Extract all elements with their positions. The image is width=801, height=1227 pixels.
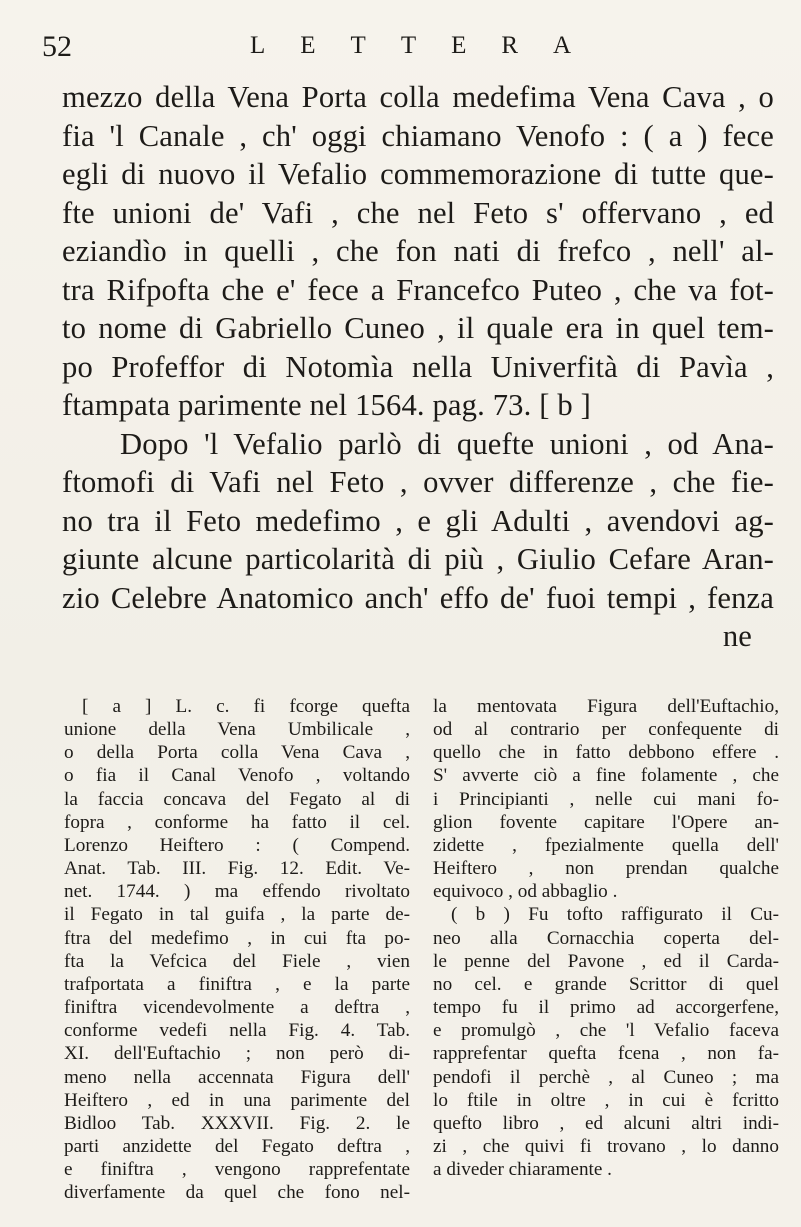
footnote-line: zidette , fpezialmente quella dell' [433,834,779,856]
footnote-line: no cel. e grande Scrittor di quel [433,973,779,995]
footnote-line: quefto libro , ed alcuni altri indi- [433,1112,779,1134]
main-text-line: fte unioni de' Vafi , che nel Feto s' offervano , ed [62,195,774,230]
main-text-line: eziandìo in quelli , che fon nati di frefco , nell' al- [62,234,774,268]
main-text-line: egli di nuovo il Vefalio commemorazione di tutte que- [62,157,774,191]
footnote-line: o fia il Canal Venofo , voltando [64,765,410,787]
footnote-line: Lorenzo Heiftero : ( Compend. [64,834,410,856]
footnote-line: S' avverte ciò a fine folamente , che [433,765,779,787]
footnote-line: tempo fu il primo ad accorgerfene, [433,997,779,1019]
main-text-line: Dopo 'l Vefalio parlò di quefte unioni , od Ana- [120,426,774,461]
main-text-line: no tra il Feto medefimo , e gli Adulti , avendovi ag- [62,503,774,538]
footnote-line: Heiftero , ed in una parimente del [64,1089,410,1111]
footnote-line: [ a ] L. c. fi fcorge quefta [82,696,410,717]
footnote-line: il Fegato in tal guifa , la parte de- [64,904,410,926]
footnote-line: pendofi il perchè , al Cuneo ; ma [433,1066,779,1088]
footnote-line: conforme vedefi nella Fig. 4. Tab. [64,1020,410,1042]
footnote-line: zi , che quivi fi trovano , lo danno [433,1135,779,1157]
footnote-line: e finiftra , vengono rapprefentate [64,1159,410,1181]
main-text-line: po Profeffor di Notomìa nella Univerfità di Pavìa , [62,349,774,384]
footnote-line: trafportata a finiftra , e la parte [64,973,410,995]
footnote-line: fopra , conforme ha fatto il cel. [64,811,410,833]
footnote-line: quello che in fatto debbono effere . [433,742,779,764]
footnote-column-right [433,695,779,1204]
footnote-column-left [64,695,410,1204]
page-number: 52 [42,30,72,63]
footnote-line: diverfamente da quel che fono nel- [64,1182,410,1204]
footnote-line: parti anzidette del Fegato deftra , [64,1135,410,1157]
footnote-line: o della Porta colla Vena Cava , [64,742,410,764]
footnote-line: lo ftile in oltre , in cui è fcritto [433,1089,779,1111]
main-text-line: giunte alcune particolarità di più , Giulio Cefare Aran- [62,542,774,576]
footnote-line: la faccia concava del Fegato al di [64,788,410,810]
footnote-line: unione della Vena Umbilicale , [64,719,410,741]
footnote-line: meno nella accennata Figura dell' [64,1066,410,1088]
main-text-line: zio Celebre Anatomico anch' effo de' fuoi tempi , fenza [62,580,774,615]
main-text-line: fia 'l Canale , ch' oggi chiamano Venofo : ( a ) fece [62,118,774,153]
footnote-line: od al contrario per confequente di [433,719,779,741]
catchword: ne [722,619,752,653]
footnote-line: i Principianti , nelle cui mani fo- [433,788,779,810]
footnote-line: la mentovata Figura dell'Euftachio, [433,696,779,717]
footnote-line: neo alla Cornacchia coperta del- [433,927,779,949]
footnote-line: a diveder chiaramente . [433,1159,612,1181]
footnote-line: glion fovente capitare l'Opere an- [433,811,779,833]
footnote-line: ( b ) Fu tofto raffigurato il Cu- [451,904,779,926]
footnote-line: net. 1744. ) ma effendo rivoltato [64,881,410,903]
footnote-line: Bidloo Tab. XXXVII. Fig. 2. le [64,1112,410,1134]
running-head: LETTERA [250,32,607,59]
footnote-line: e promulgò , che 'l Vefalio faceva [433,1020,779,1042]
footnotes [64,695,779,1204]
main-text-line: ftomofi di Vafi nel Feto , ovver differenze , che fie- [62,465,774,499]
main-text-line: tra Rifpofta che e' fece a Francefco Puteo , che va fot- [62,272,774,307]
footnote-line: Anat. Tab. III. Fig. 12. Edit. Ve- [64,858,410,880]
footnote-line: equivoco , od abbaglio . [433,881,618,903]
footnote-line: le penne del Pavone , ed il Carda- [433,950,779,972]
footnote-line: ftra del medefimo , in cui fta po- [64,927,410,949]
footnote-line: rapprefentar quefta fcena , non fa- [433,1043,779,1065]
footnote-line: fta la Vefcica del Fiele , vien [64,950,410,972]
footnote-line: Heiftero , non prendan qualche [433,858,779,880]
footnote-line: finiftra vicendevolmente a deftra , [64,997,410,1019]
main-text-line: to nome di Gabriello Cuneo , il quale era in quel tem- [62,311,774,345]
main-text-block [62,78,774,656]
footnote-line: XI. dell'Euftachio ; non però di- [64,1043,410,1065]
main-text-line: mezzo della Vena Porta colla medefima Vena Cava , o [62,80,774,114]
main-text-line: ftampata parimente nel 1564. pag. 73. [ b ] [62,388,591,422]
